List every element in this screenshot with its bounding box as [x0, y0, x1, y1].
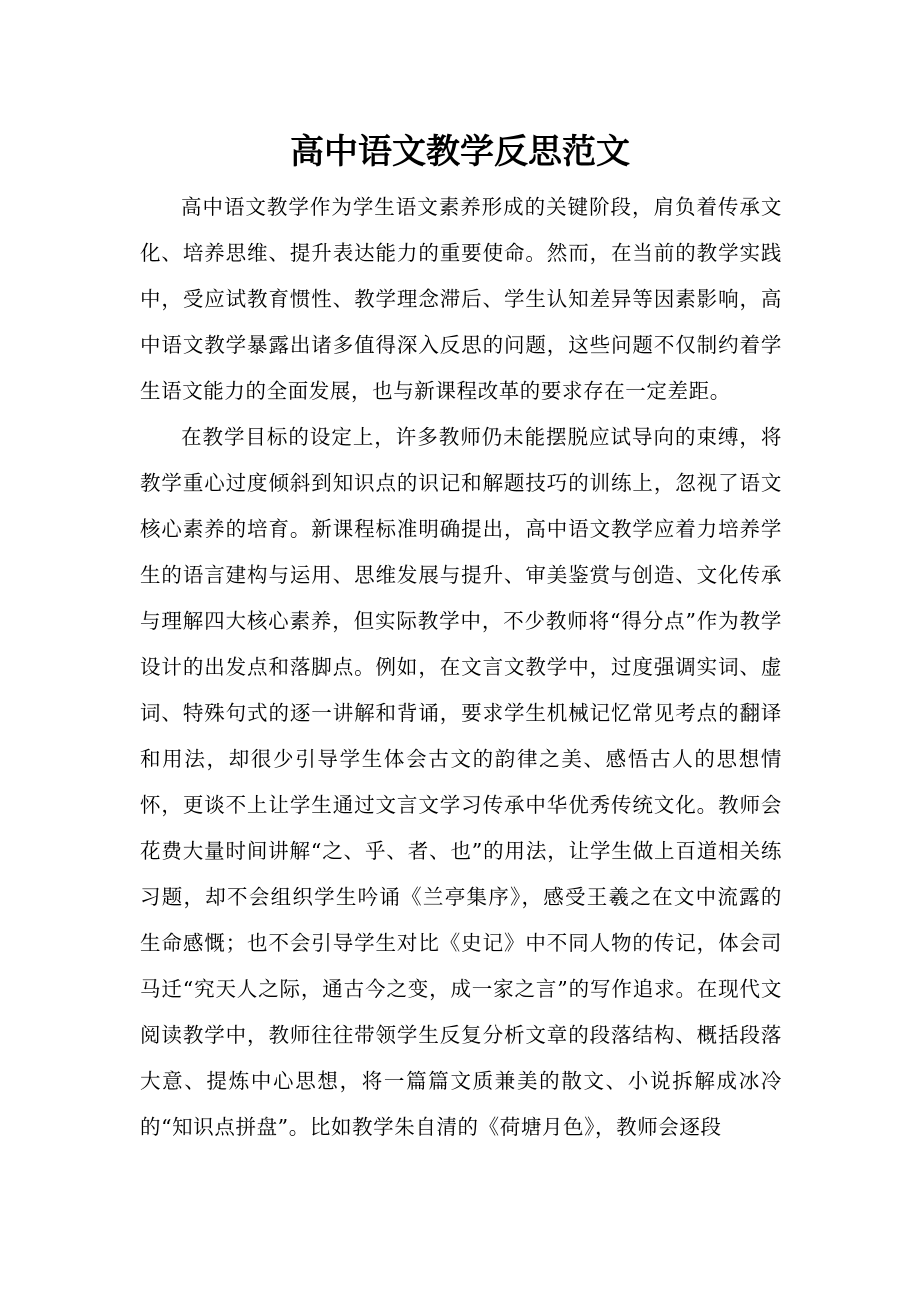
document-title: 高中语文教学反思范文 [290, 132, 630, 172]
paragraph-1: 高中语文教学作为学生语文素养形成的关键阶段，肩负着传承文化、培养思维、提升表达能力的重要使命。然而，在当前的教学实践中，受应试教育惯性、教学理念滞后、学生认知差异等因素影响，高中语文教学暴露出诸多值得深入反思的问题，这些问题不仅制约着学生语文能力的全面发展，也与新课程改革的要求存在一定差距。 [140, 195, 782, 403]
document-body [140, 184, 782, 1150]
paragraph-2: 在教学目标的设定上，许多教师仍未能摆脱应试导向的束缚，将教学重心过度倾斜到知识点的识记和解题技巧的训练上，忽视了语文核心素养的培育。新课程标准明确提出，高中语文教学应着力培养学生的语言建构与运用、思维发展与提升、审美鉴赏与创造、文化传承与理解四大核心素养，但实际教学中，不少教师将“得分点”作为教学设计的出发点和落脚点。例如，在文言文教学中，过度强调实词、虚词、特殊句式的逐一讲解和背诵，要求学生机械记忆常见考点的翻译和用法，却很少引导学生体会古文的韵律之美、感悟古人的思想情怀，更谈不上让学生通过文言文学习传承中华优秀传统文化。教师会花费大量时间讲解“之、乎、者、也”的用法，让学生做上百道相关练习题，却不会组织学生吟诵《兰亭集序》，感受王羲之在文中流露的生命感慨；也不会引导学生对比《史记》中不同人物的传记，体会司马迁“究天人之际，通古今之变，成一家之言”的写作追求。在现代文阅读教学中，教师往往带领学生反复分析文章的段落结构、概括段落大意、提炼中心思想，将一篇篇文质兼美的散文、小说拆解成冰冷的“知识点拼盘”。比如教学朱自清的《荷塘月色》，教师会逐段 [140, 425, 782, 1139]
